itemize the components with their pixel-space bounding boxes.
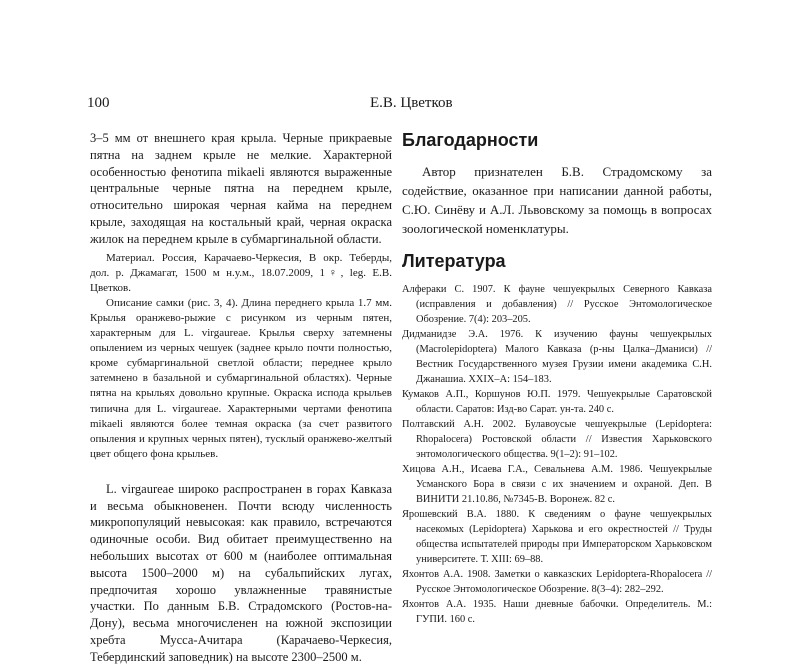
- paragraph-female-description: Описание самки (рис. 3, 4). Длина переднего крыла 1.7 мм. Крылья оранжево-рыжие с рисунком из черным пятен, характерным для L. virgaureae. Крылья сверху затемнены опылением из черных чешуек (заднее крыло почти полностью, кроме субмаргинальной светлой области; переднее крыло затемнено в базальной и субмаргинальной областях). Черные пятна на крыльях довольно крупные. Окраска исподa крыльев типична для L. virgaureae. Характерными чертами фенотипа mikaeli являются более темная окраска (за счет развитого опыления и крупных черных пятен), тусклый оранжево-желтый цвет общего фона крыльев.: [90, 296, 392, 460]
- left-column: [90, 130, 392, 666]
- reference-item: Полтавский А.Н. 2002. Булавоусые чешуекрылые (Lepidoptera: Rhopalocera) Ростовской области // Известия Харьковского энтомологического общества. 9(1–2): 91–102.: [402, 419, 712, 460]
- page-number: 100: [87, 95, 110, 111]
- thanks-text: Автор признателен Б.В. Страдомскому за содействие, оказанное при написании данной работы, С.Ю. Синёву и А.Л. Львовскому за помощь в вопросах зоологической номенклатуры.: [402, 164, 712, 236]
- right-column: [402, 130, 712, 627]
- literature-heading: Литература: [402, 251, 506, 271]
- reference-item: Кумаков А.П., Коршунов Ю.П. 1979. Чешуекрылые Саратовской области. Саратов: Изд-во Сарат. ун-та. 240 с.: [402, 389, 712, 415]
- reference-item: Алфераки С. 1907. К фауне чешуекрылых Северного Кавказа (исправления и добавления) // Русское Энтомологическое Обозрение. 7(4): 203–205.: [402, 284, 712, 325]
- reference-item: Ярошевский В.А. 1880. К сведениям о фауне чешуекрылых насекомых (Lepidoptera) Харькова и его окрестностей // Труды общества испытателей природы при Императорском Харьковском университете. Т. XIII: 69–88.: [402, 509, 712, 565]
- reference-list: [402, 282, 712, 627]
- paragraph-distribution: L. virgaureae широко распространен в горах Кавказа и весьма обыкновенен. Почти всюду численность микропопуляций невысокая: как правило, встречаются одиночные особи. Вид обитает преимущественно на небольших высотах от 600 м (наиболее оптимальная высота 1500–2000 м) на субальпийских лугах, предпочитая хорошо увлажненные травянистые участки. По данным Б.В. Страдомского (Ростов-на-Дону), весьма многочисленен на южной экспозиции хребта Мусса-Ачитара (Карачаево-Черкесия, Тебердинский заповедник) на высоте 2300–2500 м.: [90, 481, 392, 664]
- reference-item: Хицова А.Н., Исаева Г.А., Севальнева А.М. 1986. Чешуекрылые Усманского Бора в связи с их значением и охраной. Деп. В ВИНИТИ 21.10.86, №7345-В. Воронеж. 82 с.: [402, 464, 712, 505]
- reference-item: Яхонтов А.А. 1908. Заметки о кавказских Lepidoptera-Rhopalocera // Русское Энтомологическое Обозрение. 8(3–4): 282–292.: [402, 569, 712, 595]
- reference-item: Дидманидзе Э.А. 1976. К изучению фауны чешуекрылых (Macrolepidoptera) Малого Кавказа (р-ны Цалка–Дманиси) // Вестник Государственного музея Грузии имени академика С.Н. Джанашиа. XXIX–А: 154–183.: [402, 329, 712, 385]
- running-title: Е.В. Цветков: [370, 95, 453, 111]
- reference-item: Яхонтов А.А. 1935. Наши дневные бабочки. Определитель. М.: ГУПИ. 160 с.: [402, 599, 712, 625]
- paragraph-description-end: 3–5 мм от внешнего края крыла. Черные прикраевые пятна на заднем крыле не мелкие. Характерной особенностью фенотипа mikaeli являются выраженные центральные черные пятна на переднем крыле, относительно широкая черная кайма на переднем крыле, заходящая на костальный край, черная окраска жилок на переднем крыле в субмаргинальной области.: [90, 131, 392, 246]
- thanks-heading: Благодарности: [402, 130, 539, 150]
- paragraph-material: Материал. Россия, Карачаево-Черкесия, В окр. Теберды, дол. р. Джамагат, 1500 м н.у.м., 18.07.2009, 1♀, leg. Е.В. Цветков.: [90, 251, 392, 294]
